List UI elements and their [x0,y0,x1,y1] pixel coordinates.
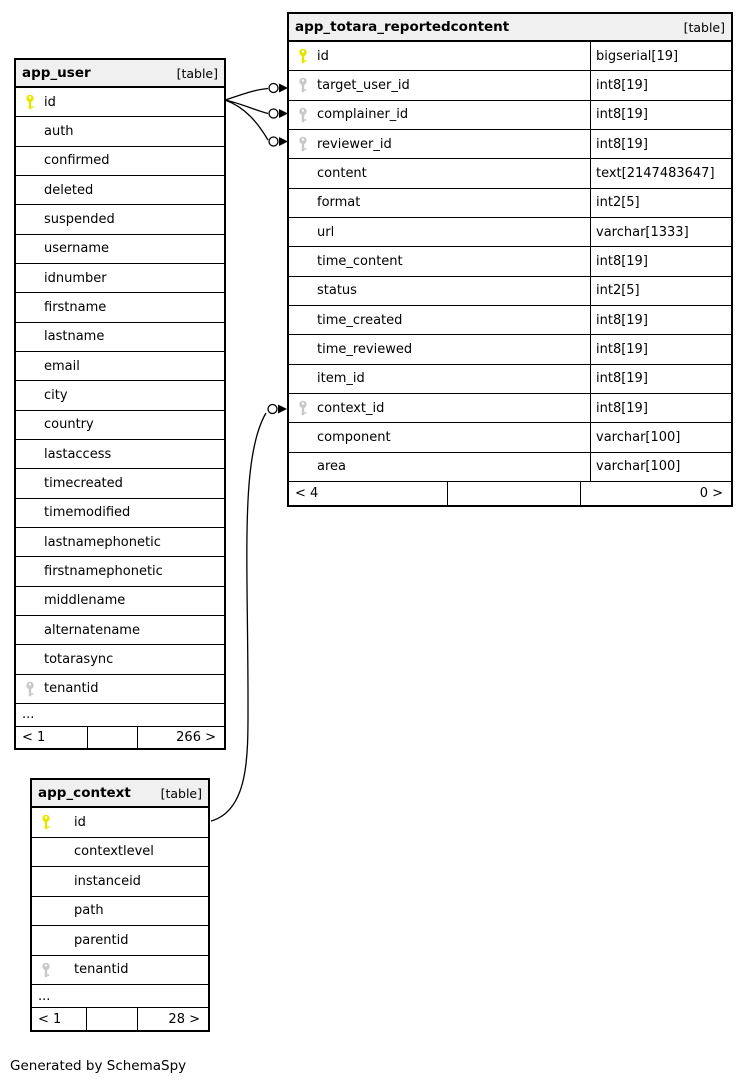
table-row-firstnamephonetic [16,557,224,586]
icon-placeholder [297,312,309,328]
relationship-cardinality-circle [269,84,278,93]
column-name-cell [289,136,590,152]
column-type: int8[19] [590,130,731,158]
table-row-totarasync [16,645,224,674]
footer-parents-count: < 1 [22,729,46,745]
table-row-path [32,897,208,927]
column-name-cell [16,94,224,110]
icon-placeholder [40,844,52,860]
table-row-timecreated [16,469,224,498]
table-row-target_user_id [289,71,731,100]
table-row-middlename [16,587,224,616]
column-name: reviewer_id [317,136,392,152]
column-name-cell [32,932,208,948]
column-name-cell [289,253,590,269]
column-name-cell [16,681,224,697]
generated-by-note: Generated by SchemaSpy [10,1058,187,1074]
column-name-cell [32,903,208,919]
footer-children-count: 28 > [168,1011,200,1027]
icon-placeholder [297,195,309,211]
icon-placeholder [297,253,309,269]
table-row-complainer_id [289,101,731,130]
footer-parents-count: < 1 [38,1011,62,1027]
table-row-deleted [16,176,224,205]
column-name: middlename [44,593,126,609]
column-name: id [74,814,86,830]
table-row-firstname [16,293,224,322]
column-name: content [317,165,367,181]
column-type: int8[19] [590,365,731,393]
column-name-cell [16,153,224,169]
column-type: int8[19] [590,101,731,129]
column-name-cell [16,622,224,638]
column-name-cell [289,459,590,475]
table-row-idnumber [16,264,224,293]
table-header[interactable] [289,14,731,42]
table-row-status [289,277,731,306]
icon-placeholder [24,211,36,227]
table-row-contextlevel [32,838,208,868]
column-name: item_id [317,371,365,387]
icon-placeholder [24,270,36,286]
column-name-cell [16,475,224,491]
relationship-cardinality-circle [269,137,278,146]
table-app-context[interactable] [30,778,210,1032]
column-name-cell [16,241,224,257]
icon-placeholder [40,932,52,948]
icon-placeholder [24,475,36,491]
foreign-key-icon [297,77,309,93]
column-name: timemodified [44,505,131,521]
table-name[interactable]: app_totara_reportedcontent [295,19,510,35]
icon-placeholder [297,224,309,240]
column-name-cell [289,165,590,181]
column-name-cell [289,48,590,64]
column-type: int8[19] [590,247,731,275]
table-row-lastnamephonetic [16,528,224,557]
column-name: tenantid [74,962,129,978]
column-name: tenantid [44,681,99,697]
table-row-id [16,88,224,117]
column-name: instanceid [74,873,141,889]
table-row-timemodified [16,499,224,528]
column-type: int8[19] [590,394,731,422]
column-name: confirmed [44,153,110,169]
table-footer [16,727,224,748]
footer-middle-cell [87,727,138,748]
table-row-email [16,352,224,381]
column-name: id [317,48,329,64]
column-name: deleted [44,182,94,198]
column-name-cell [289,224,590,240]
table-type-tag: [table] [160,785,202,801]
column-name-cell [16,387,224,403]
column-type: text[2147483647] [590,159,731,187]
table-app-totara-reportedcontent[interactable] [287,12,733,507]
table-footer [32,1008,208,1030]
foreign-key-icon [24,681,36,697]
table-row-reviewer_id [289,130,731,159]
column-name-cell [16,505,224,521]
column-type: int2[5] [590,277,731,305]
icon-placeholder [297,459,309,475]
footer-children-count: 0 > [699,485,723,501]
foreign-key-icon [40,962,52,978]
icon-placeholder [24,358,36,374]
column-name-cell [16,211,224,227]
column-name-cell [16,593,224,609]
column-name-cell [16,270,224,286]
foreign-key-icon [297,107,309,123]
relationship-cardinality-circle [269,109,278,118]
column-name: firstname [44,299,107,315]
foreign-key-icon [297,400,309,416]
table-row-city [16,381,224,410]
icon-placeholder [24,446,36,462]
column-name-cell [289,341,590,357]
column-name-cell [32,844,208,860]
column-name-cell [32,814,208,830]
column-name-cell [32,873,208,889]
table-row-format [289,189,731,218]
column-name: time_reviewed [317,341,413,357]
column-name: url [317,224,335,240]
column-name: username [44,241,109,257]
column-type: int8[19] [590,71,731,99]
column-name: idnumber [44,270,107,286]
icon-placeholder [24,622,36,638]
column-name-cell [16,329,224,345]
primary-key-icon [24,94,36,110]
table-type-tag: [table] [176,65,218,81]
column-type: varchar[100] [590,423,731,451]
column-name: lastaccess [44,446,112,462]
column-name: time_created [317,312,403,328]
table-type-tag: [table] [683,19,725,35]
table-row-lastaccess [16,440,224,469]
table-row-lastname [16,323,224,352]
table-row-url [289,218,731,247]
column-name-cell [289,400,590,416]
table-row-id [289,42,731,71]
icon-placeholder [297,283,309,299]
column-type: varchar[1333] [590,218,731,246]
column-name-cell [16,182,224,198]
column-name: contextlevel [74,844,154,860]
column-name-cell [16,358,224,374]
column-name-cell [16,417,224,433]
column-name: target_user_id [317,77,410,93]
column-name: totarasync [44,651,114,667]
footer-children-count: 266 > [176,729,216,745]
column-name: country [44,417,94,433]
column-name-cell [289,107,590,123]
column-type: varchar[100] [590,453,731,481]
column-name: city [44,387,68,403]
table-row-tenantid [32,956,208,986]
column-name: path [74,903,104,919]
column-name-cell [16,446,224,462]
column-type: int8[19] [590,306,731,334]
footer-middle-cell [447,482,581,505]
icon-placeholder [24,417,36,433]
column-name-cell [16,299,224,315]
table-row-tenantid [16,675,224,704]
table-row-username [16,235,224,264]
column-name: suspended [44,211,115,227]
icon-placeholder [24,593,36,609]
icon-placeholder [297,165,309,181]
table-footer [289,482,731,505]
primary-key-icon [297,48,309,64]
column-name-cell [289,77,590,93]
footer-parents-count: < 4 [295,485,319,501]
column-name-cell [16,123,224,139]
table-row-time_reviewed [289,335,731,364]
table-row-auth [16,117,224,146]
icon-placeholder [40,873,52,889]
icon-placeholder [24,329,36,345]
column-name-cell [289,371,590,387]
table-row-country [16,411,224,440]
column-name-cell [289,312,590,328]
column-name: id [44,94,56,110]
column-name: context_id [317,400,385,416]
primary-key-icon [40,814,52,830]
relationship-cardinality-circle [268,405,277,414]
footer-middle-cell [86,1008,138,1030]
column-type: bigserial[19] [590,42,731,70]
icon-placeholder [24,563,36,579]
column-name-cell [289,195,590,211]
relationship-arrowhead [278,405,287,414]
table-name[interactable]: app_user [22,65,91,81]
table-row-suspended [16,205,224,234]
icon-placeholder [24,153,36,169]
column-name: format [317,195,361,211]
column-name: lastnamephonetic [44,534,161,550]
column-name-cell [32,962,208,978]
table-header[interactable] [32,780,208,808]
column-name: firstnamephonetic [44,563,163,579]
table-row-content [289,159,731,188]
table-row-confirmed [16,147,224,176]
icon-placeholder [24,299,36,315]
column-name: timecreated [44,475,123,491]
table-row-time_content [289,247,731,276]
table-row-time_created [289,306,731,335]
icon-placeholder [24,387,36,403]
table-row-item_id [289,365,731,394]
column-type: int2[5] [590,189,731,217]
icon-placeholder [24,651,36,667]
column-name: auth [44,123,74,139]
icon-placeholder [297,429,309,445]
column-name-cell [289,429,590,445]
relationship-line [225,89,268,101]
column-name-cell [289,283,590,299]
table-row-id [32,808,208,838]
icon-placeholder [297,341,309,357]
table-row-parentid [32,926,208,956]
column-name: status [317,283,357,299]
icon-placeholder [24,505,36,521]
foreign-key-icon [297,136,309,152]
ellipsis-row: ... [32,985,208,1008]
ellipsis-row: ... [16,704,224,727]
column-name: component [317,429,391,445]
table-row-instanceid [32,867,208,897]
column-name: area [317,459,346,475]
column-type: int8[19] [590,335,731,363]
icon-placeholder [24,241,36,257]
icon-placeholder [24,182,36,198]
icon-placeholder [24,123,36,139]
column-name: alternatename [44,622,140,638]
table-row-area [289,453,731,482]
column-name: parentid [74,932,129,948]
table-row-component [289,423,731,452]
table-row-alternatename [16,616,224,645]
column-name: complainer_id [317,107,409,123]
table-row-context_id [289,394,731,423]
table-header[interactable] [16,60,224,88]
column-name-cell [16,534,224,550]
column-name: email [44,358,80,374]
column-name: lastname [44,329,105,345]
table-app-user[interactable] [14,58,226,750]
icon-placeholder [40,903,52,919]
column-name: time_content [317,253,403,269]
table-name[interactable]: app_context [38,785,131,801]
icon-placeholder [297,371,309,387]
column-name-cell [16,563,224,579]
column-name-cell [16,651,224,667]
icon-placeholder [24,534,36,550]
